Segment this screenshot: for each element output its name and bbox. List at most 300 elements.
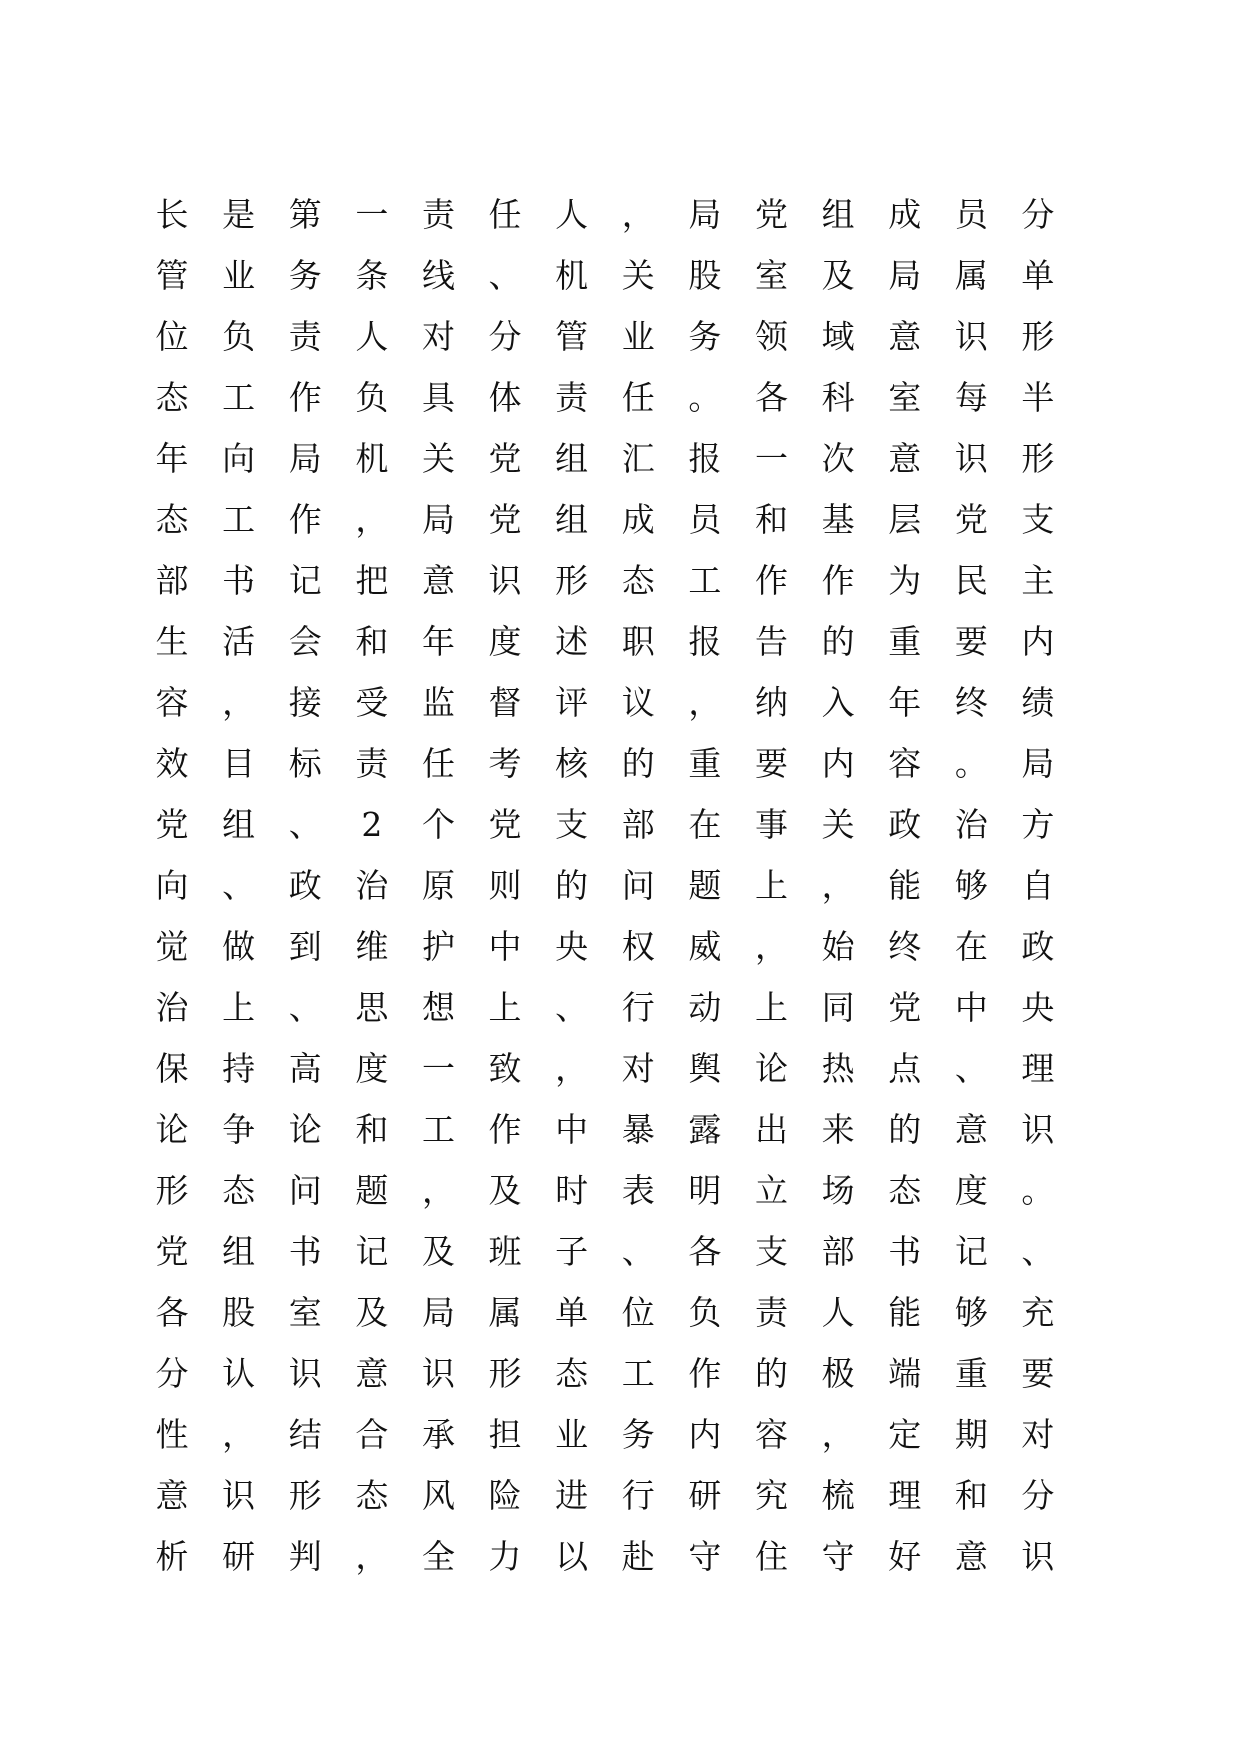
text-char: ， — [688, 683, 722, 722]
text-char: 每 — [954, 378, 988, 417]
text-char: 、 — [488, 256, 522, 295]
text-char: 责 — [355, 744, 389, 783]
text-char: 年 — [888, 683, 922, 722]
text-char: 维 — [355, 927, 389, 966]
text-line — [155, 1221, 1055, 1282]
text-char: 党 — [754, 195, 788, 234]
text-char: 员 — [688, 500, 722, 539]
text-char: 线 — [421, 256, 455, 295]
text-char: 理 — [1021, 1049, 1055, 1088]
text-char: 受 — [355, 683, 389, 722]
text-char: 把 — [355, 561, 389, 600]
text-char: 行 — [621, 988, 655, 1027]
text-char: 始 — [821, 927, 855, 966]
text-char: 致 — [488, 1049, 522, 1088]
text-char: 述 — [555, 622, 589, 661]
text-char: 域 — [821, 317, 855, 356]
text-char: 年 — [155, 439, 189, 478]
text-char: 赴 — [621, 1537, 655, 1576]
text-char: 室 — [888, 378, 922, 417]
text-char: 意 — [954, 1537, 988, 1576]
text-char: 好 — [888, 1537, 922, 1576]
text-char: 态 — [155, 378, 189, 417]
text-char: 。 — [1021, 1171, 1055, 1210]
text-char: 督 — [488, 683, 522, 722]
text-char: 、 — [555, 988, 589, 1027]
text-char: 容 — [754, 1415, 788, 1454]
text-char: 支 — [754, 1232, 788, 1271]
text-char: 及 — [421, 1232, 455, 1271]
text-char: 识 — [288, 1354, 322, 1393]
text-char: 态 — [222, 1171, 256, 1210]
text-char: 要 — [954, 622, 988, 661]
text-char: 原 — [421, 866, 455, 905]
text-char: 露 — [688, 1110, 722, 1149]
text-char: 析 — [155, 1537, 189, 1576]
text-char: 的 — [821, 622, 855, 661]
text-char: 端 — [888, 1354, 922, 1393]
text-char: 具 — [421, 378, 455, 417]
text-char: 识 — [421, 1354, 455, 1393]
text-char: 局 — [1021, 744, 1055, 783]
text-char: 第 — [288, 195, 322, 234]
text-char: 对 — [1021, 1415, 1055, 1454]
text-char: 极 — [821, 1354, 855, 1393]
text-char: 各 — [688, 1232, 722, 1271]
text-char: 争 — [222, 1110, 256, 1149]
text-char: 核 — [555, 744, 589, 783]
text-char: ， — [222, 1415, 256, 1454]
text-char: 做 — [222, 927, 256, 966]
text-char: 、 — [954, 1049, 988, 1088]
text-char: 想 — [421, 988, 455, 1027]
text-line — [155, 794, 1055, 855]
text-char: 担 — [488, 1415, 522, 1454]
text-char: 管 — [555, 317, 589, 356]
text-char: 和 — [355, 1110, 389, 1149]
text-char: 工 — [688, 561, 722, 600]
text-line — [155, 1099, 1055, 1160]
text-char: 业 — [222, 256, 256, 295]
text-char: 重 — [888, 622, 922, 661]
text-char: 负 — [688, 1293, 722, 1332]
text-char: 充 — [1021, 1293, 1055, 1332]
text-char: 工 — [222, 500, 256, 539]
text-char: 论 — [155, 1110, 189, 1149]
text-char: 动 — [688, 988, 722, 1027]
text-char: 形 — [1021, 439, 1055, 478]
text-char: 班 — [488, 1232, 522, 1271]
text-char: 局 — [288, 439, 322, 478]
text-char: 中 — [488, 927, 522, 966]
text-char: 的 — [555, 866, 589, 905]
text-char: 表 — [621, 1171, 655, 1210]
text-char: 对 — [421, 317, 455, 356]
text-char: 工 — [222, 378, 256, 417]
text-char: 股 — [222, 1293, 256, 1332]
text-char: 识 — [954, 439, 988, 478]
text-line — [155, 1526, 1055, 1587]
text-char: 条 — [355, 256, 389, 295]
text-char: 党 — [888, 988, 922, 1027]
body-text — [155, 184, 1055, 1587]
text-char: 住 — [754, 1537, 788, 1576]
text-char: 度 — [954, 1171, 988, 1210]
text-char: 的 — [754, 1354, 788, 1393]
text-char: 内 — [821, 744, 855, 783]
text-char: 记 — [288, 561, 322, 600]
text-char: 问 — [621, 866, 655, 905]
text-char: 向 — [155, 866, 189, 905]
text-char: 度 — [355, 1049, 389, 1088]
text-char: 要 — [754, 744, 788, 783]
text-char: 责 — [288, 317, 322, 356]
text-char: 场 — [821, 1171, 855, 1210]
text-char: ， — [222, 683, 256, 722]
text-char: 组 — [222, 1232, 256, 1271]
text-char: 单 — [1021, 256, 1055, 295]
text-char: 作 — [754, 561, 788, 600]
text-char: 治 — [954, 805, 988, 844]
text-char: 组 — [555, 500, 589, 539]
text-char: 组 — [555, 439, 589, 478]
text-char: 问 — [288, 1171, 322, 1210]
text-char: 时 — [555, 1171, 589, 1210]
text-char: 守 — [688, 1537, 722, 1576]
text-char: 组 — [222, 805, 256, 844]
text-char: 、 — [222, 866, 256, 905]
text-char: 能 — [888, 1293, 922, 1332]
text-char: 作 — [488, 1110, 522, 1149]
text-line — [155, 1404, 1055, 1465]
text-char: 标 — [288, 744, 322, 783]
text-char: 政 — [1021, 927, 1055, 966]
text-char: 论 — [288, 1110, 322, 1149]
text-char: 任 — [621, 378, 655, 417]
text-line — [155, 1282, 1055, 1343]
text-char: 层 — [888, 500, 922, 539]
text-char: 的 — [888, 1110, 922, 1149]
text-char: 进 — [555, 1476, 589, 1515]
text-char: 部 — [621, 805, 655, 844]
text-char: 终 — [954, 683, 988, 722]
text-char: 要 — [1021, 1354, 1055, 1393]
text-char: 态 — [555, 1354, 589, 1393]
text-char: 接 — [288, 683, 322, 722]
text-char: ， — [821, 1415, 855, 1454]
text-char: 位 — [155, 317, 189, 356]
text-char: 险 — [488, 1476, 522, 1515]
text-char: 部 — [155, 561, 189, 600]
text-line — [155, 855, 1055, 916]
text-char: 和 — [954, 1476, 988, 1515]
text-char: 任 — [488, 195, 522, 234]
text-char: 形 — [1021, 317, 1055, 356]
text-char: 管 — [155, 256, 189, 295]
text-line — [155, 550, 1055, 611]
text-char: 长 — [155, 195, 189, 234]
text-char: 及 — [821, 256, 855, 295]
text-char: 形 — [155, 1171, 189, 1210]
text-char: 识 — [954, 317, 988, 356]
text-char: 业 — [621, 317, 655, 356]
text-char: 纳 — [754, 683, 788, 722]
text-char: ， — [621, 195, 655, 234]
text-line — [155, 184, 1055, 245]
text-char: 属 — [488, 1293, 522, 1332]
text-char: 上 — [754, 866, 788, 905]
text-char: 论 — [754, 1049, 788, 1088]
text-char: 分 — [1021, 1476, 1055, 1515]
text-char: 在 — [954, 927, 988, 966]
text-char: 结 — [288, 1415, 322, 1454]
text-char: 全 — [421, 1537, 455, 1576]
text-char: 识 — [1021, 1537, 1055, 1576]
text-char: 重 — [954, 1354, 988, 1393]
text-char: 生 — [155, 622, 189, 661]
text-char: 意 — [155, 1476, 189, 1515]
text-char: 态 — [355, 1476, 389, 1515]
text-char: 责 — [754, 1293, 788, 1332]
text-char: ， — [355, 1537, 389, 1576]
text-char: 究 — [754, 1476, 788, 1515]
text-char: 及 — [488, 1171, 522, 1210]
text-char: 入 — [821, 683, 855, 722]
text-char: 关 — [821, 805, 855, 844]
text-char: 告 — [754, 622, 788, 661]
text-char: 立 — [754, 1171, 788, 1210]
text-char: 记 — [954, 1232, 988, 1271]
text-char: 同 — [821, 988, 855, 1027]
text-char: 自 — [1021, 866, 1055, 905]
text-char: 任 — [421, 744, 455, 783]
text-char: 单 — [555, 1293, 589, 1332]
text-char: 态 — [621, 561, 655, 600]
text-char: 务 — [288, 256, 322, 295]
text-char: 作 — [288, 500, 322, 539]
text-char: 性 — [155, 1415, 189, 1454]
text-char: 内 — [688, 1415, 722, 1454]
text-char: 个 — [421, 805, 455, 844]
text-char: 考 — [488, 744, 522, 783]
text-char: 党 — [954, 500, 988, 539]
text-char: 在 — [688, 805, 722, 844]
text-char: 护 — [421, 927, 455, 966]
text-char: 属 — [954, 256, 988, 295]
text-char: 成 — [888, 195, 922, 234]
text-char: 向 — [222, 439, 256, 478]
text-char: 记 — [355, 1232, 389, 1271]
text-char: 定 — [888, 1415, 922, 1454]
text-char: 终 — [888, 927, 922, 966]
text-char: 、 — [621, 1232, 655, 1271]
text-char: ， — [355, 500, 389, 539]
text-char: 能 — [888, 866, 922, 905]
text-char: 作 — [288, 378, 322, 417]
text-char: 题 — [355, 1171, 389, 1210]
text-char: 到 — [288, 927, 322, 966]
text-char: 意 — [888, 439, 922, 478]
text-char: 报 — [688, 439, 722, 478]
text-char: 机 — [355, 439, 389, 478]
text-char: 业 — [555, 1415, 589, 1454]
text-char: 作 — [821, 561, 855, 600]
text-line — [155, 1465, 1055, 1526]
text-char: 承 — [421, 1415, 455, 1454]
text-char: 暴 — [621, 1110, 655, 1149]
text-char: 意 — [355, 1354, 389, 1393]
text-char: 党 — [488, 439, 522, 478]
text-char: 目 — [222, 744, 256, 783]
text-line — [155, 672, 1055, 733]
text-line — [155, 1160, 1055, 1221]
text-char: 书 — [288, 1232, 322, 1271]
text-char: 党 — [155, 805, 189, 844]
text-char: 、 — [1021, 1232, 1055, 1271]
text-char: 关 — [621, 256, 655, 295]
text-char: 方 — [1021, 805, 1055, 844]
text-char: 风 — [421, 1476, 455, 1515]
text-char: 分 — [1021, 195, 1055, 234]
text-char: 一 — [355, 195, 389, 234]
text-char: 来 — [821, 1110, 855, 1149]
text-char: 负 — [355, 378, 389, 417]
text-char: 行 — [621, 1476, 655, 1515]
text-char: 工 — [421, 1110, 455, 1149]
text-char: 觉 — [155, 927, 189, 966]
text-char: 对 — [621, 1049, 655, 1088]
text-char: 成 — [621, 500, 655, 539]
text-char: 够 — [954, 1293, 988, 1332]
text-char: 梳 — [821, 1476, 855, 1515]
text-char: 事 — [754, 805, 788, 844]
text-char: 基 — [821, 500, 855, 539]
text-char: 人 — [355, 317, 389, 356]
text-char: 效 — [155, 744, 189, 783]
text-char: 各 — [155, 1293, 189, 1332]
text-char: 党 — [488, 805, 522, 844]
text-char: 2 — [361, 805, 383, 844]
text-char: 会 — [288, 622, 322, 661]
text-char: 央 — [1021, 988, 1055, 1027]
text-char: 一 — [754, 439, 788, 478]
text-char: 政 — [888, 805, 922, 844]
text-char: 意 — [888, 317, 922, 356]
text-char: 局 — [421, 500, 455, 539]
text-char: 各 — [754, 378, 788, 417]
text-line — [155, 245, 1055, 306]
text-char: 评 — [555, 683, 589, 722]
text-char: ， — [555, 1049, 589, 1088]
text-char: 点 — [888, 1049, 922, 1088]
text-char: 汇 — [621, 439, 655, 478]
text-char: 力 — [488, 1537, 522, 1576]
text-line — [155, 489, 1055, 550]
text-char: 责 — [421, 195, 455, 234]
text-char: 上 — [488, 988, 522, 1027]
text-char: 守 — [821, 1537, 855, 1576]
text-char: 员 — [954, 195, 988, 234]
text-char: 中 — [954, 988, 988, 1027]
text-char: 持 — [222, 1049, 256, 1088]
text-char: 局 — [688, 195, 722, 234]
text-line — [155, 916, 1055, 977]
text-char: 党 — [488, 500, 522, 539]
text-char: 负 — [222, 317, 256, 356]
text-char: 则 — [488, 866, 522, 905]
text-line — [155, 428, 1055, 489]
text-char: 绩 — [1021, 683, 1055, 722]
text-char: 报 — [688, 622, 722, 661]
text-char: 形 — [555, 561, 589, 600]
text-char: 。 — [688, 378, 722, 417]
text-char: 支 — [1021, 500, 1055, 539]
text-char: 务 — [621, 1415, 655, 1454]
text-char: 上 — [754, 988, 788, 1027]
text-char: 主 — [1021, 561, 1055, 600]
text-char: 期 — [954, 1415, 988, 1454]
text-char: 机 — [555, 256, 589, 295]
text-char: 科 — [821, 378, 855, 417]
text-char: 高 — [288, 1049, 322, 1088]
text-char: 作 — [688, 1354, 722, 1393]
text-char: 权 — [621, 927, 655, 966]
text-char: 分 — [488, 317, 522, 356]
text-char: ， — [421, 1171, 455, 1210]
text-char: 治 — [155, 988, 189, 1027]
text-line — [155, 367, 1055, 428]
text-line — [155, 306, 1055, 367]
text-char: 治 — [355, 866, 389, 905]
text-char: 职 — [621, 622, 655, 661]
text-char: 容 — [155, 683, 189, 722]
text-char: 分 — [155, 1354, 189, 1393]
text-line — [155, 977, 1055, 1038]
text-char: 以 — [555, 1537, 589, 1576]
text-char: 保 — [155, 1049, 189, 1088]
text-char: 央 — [555, 927, 589, 966]
text-char: 出 — [754, 1110, 788, 1149]
text-char: 识 — [222, 1476, 256, 1515]
text-char: 合 — [355, 1415, 389, 1454]
text-char: 态 — [155, 500, 189, 539]
text-char: 和 — [754, 500, 788, 539]
text-char: 年 — [421, 622, 455, 661]
text-char: 室 — [288, 1293, 322, 1332]
text-char: 理 — [888, 1476, 922, 1515]
text-char: 及 — [355, 1293, 389, 1332]
text-char: 形 — [288, 1476, 322, 1515]
text-line — [155, 733, 1055, 794]
text-char: 室 — [754, 256, 788, 295]
text-char: 议 — [621, 683, 655, 722]
text-char: 和 — [355, 622, 389, 661]
text-char: 人 — [821, 1293, 855, 1332]
text-char: 意 — [421, 561, 455, 600]
text-char: 态 — [888, 1171, 922, 1210]
text-char: 威 — [688, 927, 722, 966]
text-char: 上 — [222, 988, 256, 1027]
text-char: ， — [821, 866, 855, 905]
text-char: 活 — [222, 622, 256, 661]
text-char: ， — [754, 927, 788, 966]
text-char: 局 — [888, 256, 922, 295]
text-char: 部 — [821, 1232, 855, 1271]
text-char: 位 — [621, 1293, 655, 1332]
text-char: 为 — [888, 561, 922, 600]
text-char: 支 — [555, 805, 589, 844]
text-char: 书 — [888, 1232, 922, 1271]
